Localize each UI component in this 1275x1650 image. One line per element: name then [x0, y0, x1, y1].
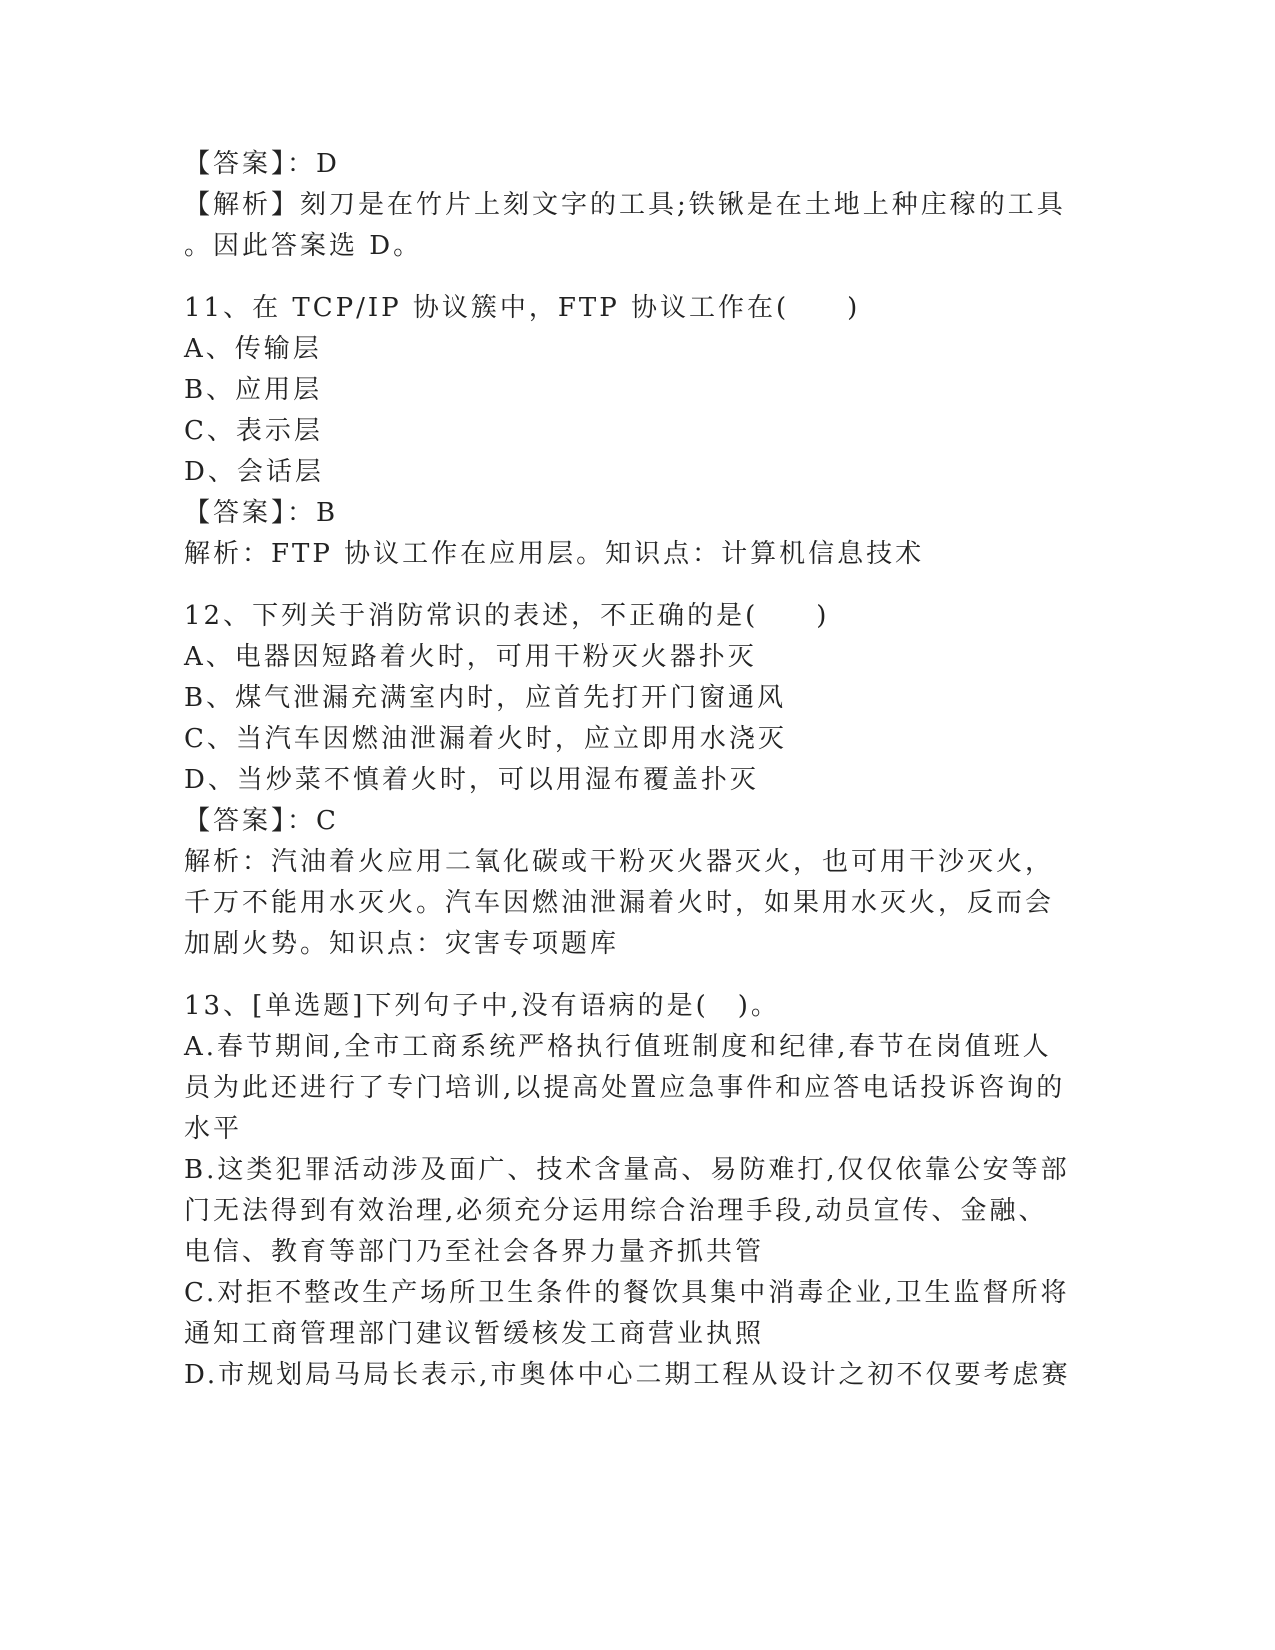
document-body [184, 144, 1084, 1396]
q13-stem: 13、[单选题]下列句子中,没有语病的是( )。 [184, 991, 780, 1021]
q12-option-b: B、煤气泄漏充满室内时，应首先打开门窗通风 [184, 683, 787, 713]
q11-option-c: C、表示层 [184, 416, 323, 446]
q12-analysis-line-2: 千万不能用水灭火。汽车因燃油泄漏着火时，如果用水灭火，反而会 [184, 888, 1055, 918]
q13-option-c-line-2: 通知工商管理部门建议暂缓核发工商营业执照 [184, 1319, 765, 1349]
q13-option-d-line-1: D.市规划局马局长表示,市奥体中心二期工程从设计之初不仅要考虑赛 [184, 1360, 1071, 1390]
q11-analysis: 解析：FTP 协议工作在应用层。知识点：计算机信息技术 [184, 539, 925, 569]
q10-analysis-cont: 。因此答案选 D。 [184, 231, 423, 261]
q11-answer: 【答案】：B [184, 498, 339, 528]
q11-option-b: B、应用层 [184, 375, 323, 405]
q13-option-b-line-3: 电信、教育等部门乃至社会各界力量齐抓共管 [184, 1237, 765, 1267]
q10-analysis: 【解析】刻刀是在竹片上刻文字的工具;铁锹是在土地上种庄稼的工具 [184, 190, 1066, 220]
q12-option-a: A、电器因短路着火时，可用干粉灭火器扑灭 [184, 642, 757, 672]
q10-answer: 【答案】：D [184, 149, 340, 179]
q13-option-c-line-1: C.对拒不整改生产场所卫生条件的餐饮具集中消毒企业,卫生监督所将 [184, 1278, 1070, 1308]
q13-option-a-line-2: 员为此还进行了专门培训,以提高处置应急事件和应答电话投诉咨询的 [184, 1073, 1066, 1103]
q12-analysis-line-1: 解析：汽油着火应用二氧化碳或干粉灭火器灭火，也可用干沙灭火， [184, 847, 1055, 877]
q12-option-d: D、当炒菜不慎着火时，可以用湿布覆盖扑灭 [184, 765, 759, 795]
q12-option-c: C、当汽车因燃油泄漏着火时，应立即用水浇灭 [184, 724, 787, 754]
q12-answer: 【答案】：C [184, 806, 339, 836]
q13-option-b-line-2: 门无法得到有效治理,必须充分运用综合治理手段,动员宣传、金融、 [184, 1196, 1048, 1226]
q13-option-a-line-1: A.春节期间,全市工商系统严格执行值班制度和纪律,春节在岗值班人 [184, 1032, 1052, 1062]
q11-stem: 11、在 TCP/IP 协议簇中，FTP 协议工作在( ) [184, 293, 861, 323]
q12-stem: 12、下列关于消防常识的表述，不正确的是( ) [184, 601, 830, 631]
q13-option-a-line-3: 水平 [184, 1114, 243, 1144]
q13-option-b-line-1: B.这类犯罪活动涉及面广、技术含量高、易防难打,仅仅依靠公安等部 [184, 1155, 1070, 1185]
q11-option-a: A、传输层 [184, 334, 322, 364]
q12-analysis-line-3: 加剧火势。知识点：灾害专项题库 [184, 929, 620, 959]
q11-option-d: D、会话层 [184, 457, 324, 487]
